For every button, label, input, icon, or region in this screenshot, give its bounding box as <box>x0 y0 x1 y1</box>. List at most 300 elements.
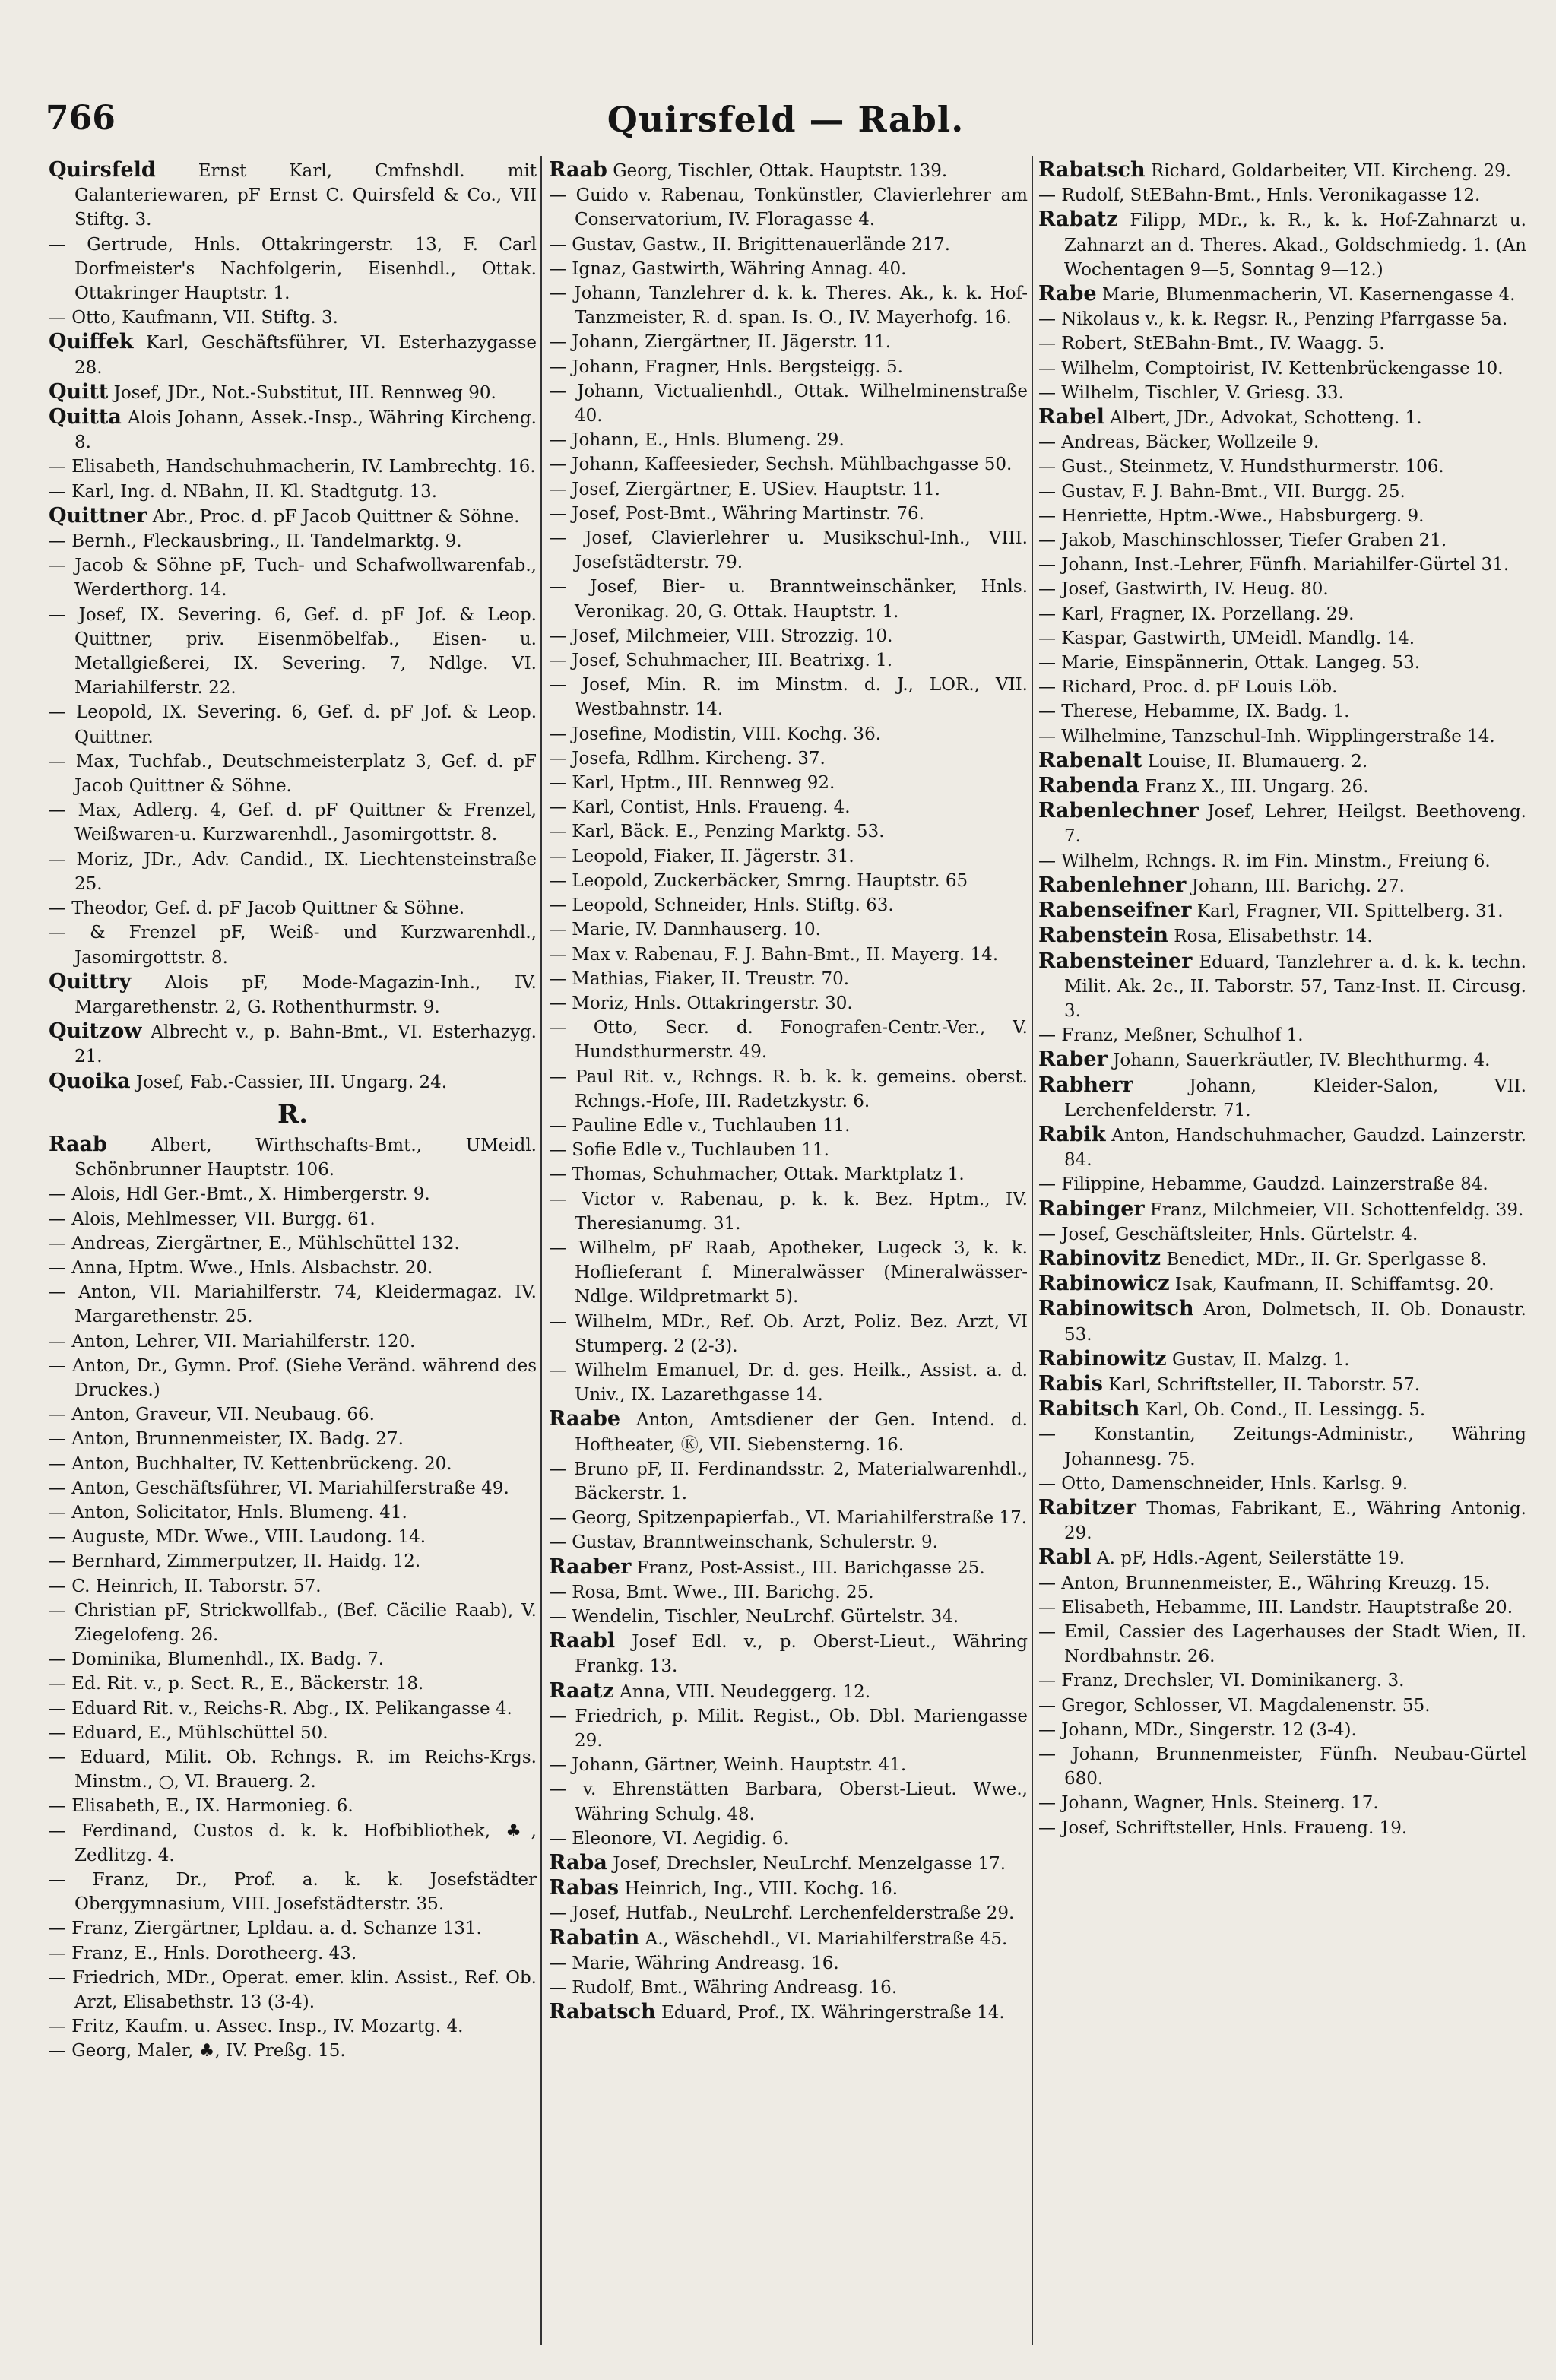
directory-entry <box>549 771 1028 795</box>
directory-entry <box>1038 1571 1526 1596</box>
entry-text: Josef Edl. v., p. Oberst-Lieut., Währing Frankg. 13. <box>575 1632 1028 1677</box>
directory-entry <box>1038 1047 1526 1073</box>
directory-entry <box>549 1187 1028 1236</box>
entry-headword: Rabatsch <box>1038 158 1146 182</box>
section-letter: R. <box>277 1098 309 1130</box>
entry-headword: Rabis <box>1038 1371 1103 1396</box>
directory-entry <box>549 526 1028 575</box>
directory-entry <box>549 1138 1028 1162</box>
directory-entry <box>1038 208 1526 282</box>
entry-text: — Gustav, Branntweinschank, Schulerstr. 9. <box>549 1532 938 1553</box>
directory-entry <box>1038 898 1526 924</box>
directory-entry <box>1038 553 1526 577</box>
entry-text: — Victor v. Rabenau, p. k. k. Bez. Hptm., IV. Theresianumg. 31. <box>549 1189 1028 1234</box>
entry-text: — Friedrich, p. Milit. Regist., Ob. Dbl. Mariengasse 29. <box>549 1706 1028 1751</box>
directory-entry <box>49 603 537 701</box>
entry-text: — Elisabeth, Hebamme, III. Landstr. Hauptstraße 20. <box>1038 1597 1513 1618</box>
entry-text: — Emil, Cassier des Lagerhauses der Stadt Wien, II. Nordbahnstr. 26. <box>1038 1621 1526 1667</box>
directory-entry <box>1038 651 1526 675</box>
directory-entry <box>49 896 537 921</box>
entry-text: — Josef, IX. Severing. 6, Gef. d. pF Jof. & Leop. Quittner, priv. Eisenmöbelfab., Eisen- u. Metallgießerei, IX. Severing. 7, Ndlge. VI. Mariahilferstr. 22. <box>49 604 537 699</box>
entry-text: — Gustav, Gastw., II. Brigittenauerlände 217. <box>549 234 951 255</box>
entry-text: Ernst Karl, Cmfnshdl. mit Galanteriewaren, pF Ernst C. Quirsfeld & Co., VII Stiftg. 3. <box>74 161 537 230</box>
entry-text: A., Wäschehdl., VI. Mariahilferstraße 45. <box>639 1928 1008 1949</box>
entry-headword: Rabatin <box>549 1925 640 1950</box>
entry-text: — Eduard Rit. v., Reichs-R. Abg., IX. Pelikangasse 4. <box>49 1698 512 1719</box>
entry-text: — Josef, Milchmeier, VIII. Strozzig. 10. <box>549 626 893 646</box>
entry-text: — Franz, Drechsler, VI. Dominikanerg. 3. <box>1038 1671 1405 1691</box>
directory-entry <box>549 379 1028 428</box>
entry-text: — Johann, Kaffeesieder, Sechsh. Mühlbachgasse 50. <box>549 455 1013 475</box>
directory-entry <box>49 1329 537 1354</box>
directory-entry <box>549 1629 1028 1678</box>
directory-entry <box>1038 504 1526 528</box>
entry-text: — Anton, Dr., Gymn. Prof. (Siehe Veränd. während des Druckes.) <box>49 1355 537 1400</box>
directory-entry <box>549 1827 1028 1851</box>
directory-entry <box>1038 1742 1526 1791</box>
entry-text: — Max v. Rabenau, F. J. Bahn-Bmt., II. Mayerg. 14. <box>549 944 999 965</box>
directory-entry <box>49 1549 537 1573</box>
directory-entry <box>49 480 537 504</box>
directory-entry <box>1038 158 1526 183</box>
entry-text: — Friedrich, MDr., Operat. emer. klin. Assist., Ref. Ob. Arzt, Elisabethstr. 13 (3-4). <box>49 1967 537 2013</box>
entry-text: — Josef, Schriftsteller, Hnls. Fraueng. 19. <box>1038 1817 1408 1838</box>
directory-entry <box>1038 1422 1526 1471</box>
entry-text: — Johann, Ziergärtner, II. Jägerstr. 11. <box>549 332 892 353</box>
entry-text: — Johann, MDr., Singerstr. 12 (3-4). <box>1038 1719 1357 1740</box>
directory-entry <box>1038 1372 1526 1397</box>
entry-text: — Christian pF, Strickwollfab., (Bef. Cäcilie Raab), V. Ziegelofeng. 26. <box>49 1600 537 1645</box>
directory-entry <box>49 1721 537 1745</box>
directory-entry <box>549 1876 1028 1901</box>
entry-text: — Max, Adlerg. 4, Gef. d. pF Quittner & Frenzel, Weißwaren-u. Kurzwarenhdl., Jasomirgottstr. 8. <box>49 800 537 845</box>
directory-entry <box>49 1070 537 1095</box>
directory-entry <box>49 158 537 233</box>
entry-headword: Quitzow <box>49 1019 142 1044</box>
entry-text: — Karl, Fragner, IX. Porzellang. 29. <box>1038 604 1355 624</box>
entry-text: — Josef, Min. R. im Minstm. d. J., LOR., VII. Westbahnstr. 14. <box>549 675 1028 720</box>
entry-text: Marie, Blumenmacherin, VI. Kasernengasse 4. <box>1096 285 1516 306</box>
directory-entry <box>49 700 537 749</box>
directory-entry <box>549 1310 1028 1358</box>
entry-text: — Robert, StEBahn-Bmt., IV. Waagg. 5. <box>1038 334 1385 354</box>
directory-entry <box>49 1819 537 1868</box>
directory-entry <box>1038 282 1526 307</box>
entry-headword: Quittner <box>49 503 147 528</box>
entry-text: — Andreas, Ziergärtner, E., Mühlschüttel 132. <box>49 1233 460 1253</box>
entry-text: — Johann, Inst.-Lehrer, Fünfh. Mariahilfer-Gürtel 31. <box>1038 555 1510 575</box>
entry-text: — Auguste, MDr. Wwe., VIII. Laudong. 14. <box>49 1527 426 1548</box>
entry-headword: Raber <box>1038 1047 1108 1072</box>
directory-entry <box>49 1354 537 1402</box>
directory-entry <box>549 575 1028 623</box>
entry-text: — Moriz, JDr., Adv. Candid., IX. Liechtensteinstraße 25. <box>49 849 537 894</box>
entry-text: — Gustav, F. J. Bahn-Bmt., VII. Burgg. 25. <box>1038 481 1405 502</box>
entry-text: — Sofie Edle v., Tuchlauben 11. <box>549 1140 829 1161</box>
directory-entry <box>49 1019 537 1069</box>
directory-entry <box>1038 331 1526 356</box>
entry-text: — Alois, Mehlmesser, VII. Burgg. 61. <box>49 1209 376 1229</box>
entry-text: — Josefine, Modistin, VIII. Kochg. 36. <box>549 724 882 744</box>
entry-text: Filipp, MDr., k. R., k. k. Hof-Zahnarzt u. Zahnarzt an d. Theres. Akad., Goldschmiedg. 1. (An Wochentagen 9—5, Sonntag 9—12.) <box>1064 211 1526 280</box>
entry-text: — Pauline Edle v., Tuchlauben 11. <box>549 1115 851 1136</box>
entry-text: — Franz, E., Hnls. Dorotheerg. 43. <box>49 1943 357 1963</box>
directory-entry <box>49 921 537 969</box>
directory-entry <box>1038 1596 1526 1620</box>
directory-entry <box>49 1256 537 1280</box>
directory-entry <box>549 1555 1028 1580</box>
entry-text: — Anton, Lehrer, VII. Mariahilferstr. 120. <box>49 1331 416 1352</box>
directory-entry <box>549 624 1028 648</box>
directory-entry <box>549 1605 1028 1629</box>
directory-entry <box>1038 1073 1526 1123</box>
entry-text: — Wilhelmine, Tanzschul-Inh. Wipplingerstraße 14. <box>1038 726 1495 746</box>
column-divider <box>1032 156 1033 2345</box>
directory-entry <box>1038 1669 1526 1693</box>
directory-entry <box>1038 405 1526 430</box>
entry-text: Gustav, II. Malzg. 1. <box>1166 1349 1350 1370</box>
entry-text: — Wilhelm, Comptoirist, IV. Kettenbrückengasse 10. <box>1038 358 1504 379</box>
entry-text: — Franz, Dr., Prof. a. k. k. Josefstädter Obergymnasium, VIII. Josefstädterstr. 35. <box>49 1870 537 1915</box>
directory-entry <box>1038 1347 1526 1372</box>
entry-text: Johann, Sauerkräutler, IV. Blechthurmg. 4. <box>1107 1051 1491 1071</box>
entry-text: Josef, JDr., Not.-Substitut, III. Rennweg 90. <box>108 382 496 403</box>
entry-text: — Bruno pF, II. Ferdinandsstr. 2, Materialwarenhdl., Bäckerstr. 1. <box>549 1459 1028 1504</box>
entry-text: — Anton, Graveur, VII. Neubaug. 66. <box>49 1405 375 1425</box>
directory-entry <box>49 233 537 306</box>
directory-entry <box>549 1114 1028 1138</box>
directory-entry <box>549 967 1028 991</box>
directory-entry <box>549 183 1028 232</box>
entry-headword: Rabik <box>1038 1122 1106 1146</box>
directory-entry <box>549 428 1028 452</box>
directory-entry <box>549 917 1028 942</box>
directory-entry <box>549 1580 1028 1605</box>
entry-text: — Nikolaus v., k. k. Regsr. R., Penzing Pfarrgasse 5a. <box>1038 309 1508 330</box>
entry-text: — Karl, Hptm., III. Rennweg 92. <box>549 773 835 794</box>
entry-text: — Josef, Ziergärtner, E. USiev. Hauptstr. 11. <box>549 479 940 499</box>
entry-text: — Wilhelm, Rchngs. R. im Fin. Minstm., Freiung 6. <box>1038 851 1491 871</box>
entry-text: Anton, Amtsdiener der Gen. Intend. d. Hoftheater, Ⓚ, VII. Siebensterng. 16. <box>575 1410 1028 1455</box>
entry-text: Alois Johann, Assek.-Insp., Währing Kircheng. 8. <box>74 408 537 453</box>
directory-entry <box>49 553 537 602</box>
entry-text: — & Frenzel pF, Weiß- und Kurzwarenhdl., Jasomirgottstr. 8. <box>49 923 537 968</box>
directory-entry <box>549 355 1028 379</box>
directory-entry <box>49 1697 537 1721</box>
entry-text: Johann, III. Barichg. 27. <box>1186 876 1405 896</box>
entry-headword: Raab <box>549 158 607 182</box>
entry-text: Albrecht v., p. Bahn-Bmt., VI. Esterhazyg. 21. <box>74 1022 537 1067</box>
entry-text: — Georg, Maler, ♣, IV. Preßg. 15. <box>49 2041 346 2062</box>
directory-entry <box>49 1427 537 1451</box>
entry-headword: Raatz <box>549 1678 614 1703</box>
entry-headword: Raab <box>49 1132 107 1156</box>
directory-entry <box>49 1916 537 1941</box>
entry-headword: Rabatsch <box>549 2000 656 2024</box>
directory-entry <box>549 1530 1028 1554</box>
directory-entry <box>49 2014 537 2039</box>
entry-headword: Rabensteiner <box>1038 949 1193 973</box>
entry-text: Anton, Handschuhmacher, Gaudzd. Lainzerstr. 84. <box>1064 1125 1526 1171</box>
entry-text: — Fritz, Kaufm. u. Assec. Insp., IV. Mozartg. 4. <box>49 2017 464 2037</box>
entry-text: — Wilhelm, pF Raab, Apotheker, Lugeck 3, k. k. Hoflieferant f. Mineralwässer (Mineralwässer-Ndlge. Wildpretmarkt 5). <box>549 1238 1028 1307</box>
entry-text: — Karl, Contist, Hnls. Fraueng. 4. <box>549 797 851 818</box>
entry-text: — Leopold, Fiaker, II. Jägerstr. 31. <box>549 846 854 867</box>
directory-entry <box>549 477 1028 502</box>
entry-text: — Mathias, Fiaker, II. Treustr. 70. <box>549 968 850 989</box>
entry-headword: Rabitzer <box>1038 1495 1136 1520</box>
directory-entry <box>1038 307 1526 331</box>
directory-entry <box>1038 849 1526 873</box>
directory-entry <box>549 722 1028 746</box>
directory-entry <box>549 1901 1028 1925</box>
directory-entry <box>549 673 1028 721</box>
entry-headword: Rabherr <box>1038 1073 1133 1097</box>
page-number: 766 <box>46 99 116 138</box>
directory-entry <box>49 2039 537 2063</box>
directory-entry <box>1038 357 1526 381</box>
entry-text: — Josef, Schuhmacher, III. Beatrixg. 1. <box>549 651 893 671</box>
entry-text: — Gust., Steinmetz, V. Hundsthurmerstr. 106. <box>1038 457 1444 477</box>
directory-entry <box>49 798 537 847</box>
entry-headword: Rabenstein <box>1038 924 1168 948</box>
entry-text: — Josef, Gastwirth, IV. Heug. 80. <box>1038 579 1329 600</box>
entry-text: — Karl, Ing. d. NBahn, II. Kl. Stadtgutg. 13. <box>49 481 438 502</box>
directory-entry <box>549 648 1028 673</box>
directory-entry <box>1038 949 1526 1024</box>
entry-headword: Quitt <box>49 379 109 404</box>
directory-entry <box>549 1236 1028 1310</box>
entry-text: — Paul Rit. v., Rchngs. R. b. k. k. gemeins. oberst. Rchngs.-Hofe, III. Radetzkystr. 6. <box>549 1066 1028 1111</box>
entry-text: Heinrich, Ing., VIII. Kochg. 16. <box>619 1879 898 1900</box>
entry-text: — Josef, Geschäftsleiter, Hnls. Gürtelstr. 4. <box>1038 1224 1418 1244</box>
directory-entry <box>549 1851 1028 1876</box>
entry-text: — Wendelin, Tischler, NeuLrchf. Gürtelstr. 34. <box>549 1606 959 1627</box>
directory-entry <box>549 746 1028 771</box>
entry-text: Karl, Geschäftsführer, VI. Esterhazygasse 28. <box>74 333 537 378</box>
directory-entry <box>549 1926 1028 1951</box>
directory-entry <box>49 455 537 479</box>
entry-headword: Rabe <box>1038 282 1097 306</box>
entry-text: Karl, Fragner, VII. Spittelberg. 31. <box>1191 902 1504 922</box>
entry-text: — Elisabeth, E., IX. Harmonieg. 6. <box>49 1796 353 1817</box>
directory-entry <box>1038 577 1526 601</box>
entry-text: — Marie, Einspännerin, Ottak. Langeg. 53. <box>1038 653 1421 673</box>
entry-text: Karl, Ob. Cond., II. Lessingg. 5. <box>1139 1400 1426 1421</box>
entry-text: — Wilhelm Emanuel, Dr. d. ges. Heilk., Assist. a. d. Univ., IX. Lazarethgasse 14. <box>549 1360 1028 1405</box>
entry-headword: Raabe <box>549 1407 621 1431</box>
entry-text: Eduard, Prof., IX. Währingerstraße 14. <box>655 2003 1005 2023</box>
directory-entry <box>1038 1172 1526 1196</box>
entry-text: Franz, Milchmeier, VII. Schottenfeldg. 39. <box>1144 1200 1524 1220</box>
entry-text: — Josef, Post-Bmt., Währing Martinstr. 76. <box>549 503 924 524</box>
entry-text: — Jakob, Maschinschlosser, Tiefer Graben 21. <box>1038 531 1447 551</box>
directory-entry <box>49 1966 537 2014</box>
directory-entry <box>1038 1694 1526 1718</box>
entry-text: Franz X., III. Ungarg. 26. <box>1139 777 1369 797</box>
entry-text: — Johann, Brunnenmeister, Fünfh. Neubau-Gürtel 680. <box>1038 1745 1526 1789</box>
entry-text: — Bernhard, Zimmerputzer, II. Haidg. 12. <box>49 1551 421 1572</box>
directory-entry <box>49 1672 537 1696</box>
directory-entry <box>549 233 1028 257</box>
page-title: Quirsfeld — Rabl. <box>607 99 965 140</box>
directory-entry <box>1038 602 1526 626</box>
directory-entry <box>549 819 1028 844</box>
entry-text: Karl, Schriftsteller, II. Taborstr. 57. <box>1102 1374 1421 1395</box>
entry-text: — Georg, Spitzenpapierfab., VI. Mariahilferstraße 17. <box>549 1508 1028 1529</box>
directory-entry <box>549 1679 1028 1704</box>
directory-entry <box>549 158 1028 183</box>
entry-text: — Franz, Ziergärtner, Lpldau. a. d. Schanze 131. <box>49 1919 482 1939</box>
directory-entry <box>49 1501 537 1525</box>
entry-text: Rosa, Elisabethstr. 14. <box>1168 927 1373 947</box>
entry-text: — Marie, IV. Dannhauserg. 10. <box>549 920 821 940</box>
entry-text: — Moriz, Hnls. Ottakringerstr. 30. <box>549 993 853 1013</box>
directory-entry <box>1038 1472 1526 1496</box>
entry-headword: Quittry <box>49 969 132 994</box>
directory-entry <box>1038 480 1526 504</box>
entry-text: — Otto, Damenschneider, Hnls. Karlsg. 9. <box>1038 1473 1409 1494</box>
directory-entry <box>49 1745 537 1794</box>
directory-entry <box>49 1476 537 1501</box>
directory-entry <box>549 1704 1028 1753</box>
entry-headword: Rabitsch <box>1038 1397 1140 1421</box>
entry-text: — Andreas, Bäcker, Wollzeile 9. <box>1038 433 1320 453</box>
entry-text: — Ferdinand, Custos d. k. k. Hofbibliothek, ♣, Zedlitzg. 4. <box>49 1821 537 1865</box>
entry-headword: Rabinowicz <box>1038 1272 1170 1296</box>
entry-headword: Rabinovitz <box>1038 1246 1161 1270</box>
directory-entry <box>1038 799 1526 848</box>
directory-entry <box>1038 528 1526 553</box>
directory-entry <box>1038 1816 1526 1840</box>
entry-text: Josef, Lehrer, Heilgst. Beethoveng. 7. <box>1064 802 1526 847</box>
entry-text: — Anton, Geschäftsführer, VI. Mariahilferstraße 49. <box>49 1478 509 1498</box>
directory-entry <box>549 257 1028 281</box>
entry-text: Johann, Kleider-Salon, VII. Lerchenfelderstr. 71. <box>1064 1076 1526 1120</box>
directory-entry <box>49 1133 537 1182</box>
entry-text: — Rosa, Bmt. Wwe., III. Barichg. 25. <box>549 1582 874 1602</box>
entry-text: — Ignaz, Gastwirth, Währing Annag. 40. <box>549 258 907 279</box>
entry-text: — Guido v. Rabenau, Tonkünstler, Clavierlehrer am Conservatorium, IV. Floragasse 4. <box>549 185 1028 230</box>
directory-entry <box>49 330 537 379</box>
page-header <box>46 99 1526 144</box>
entry-headword: Rabas <box>549 1876 620 1900</box>
entry-headword: Raaber <box>549 1554 632 1579</box>
directory-entry <box>1038 774 1526 799</box>
directory-entry <box>1038 381 1526 405</box>
directory-entry <box>1038 1791 1526 1815</box>
entry-text: Benedict, MDr., II. Gr. Sperlgasse 8. <box>1161 1249 1488 1269</box>
entry-text: Aron, Dolmetsch, II. Ob. Donaustr. 53. <box>1064 1300 1526 1345</box>
directory-entry <box>49 405 537 455</box>
entry-text: — Filippine, Hebamme, Gaudzd. Lainzerstraße 84. <box>1038 1174 1488 1195</box>
directory-entry <box>49 848 537 896</box>
entry-text: — Franz, Meßner, Schulhof 1. <box>1038 1025 1304 1046</box>
directory-entry <box>1038 1397 1526 1422</box>
directory-entry <box>1038 749 1526 774</box>
entry-text: — v. Ehrenstätten Barbara, Oberst-Lieut. Wwe., Währing Schulg. 48. <box>549 1779 1028 1824</box>
entry-text: Albert, Wirthschafts-Bmt., UMeidl. Schönbrunner Hauptstr. 106. <box>74 1135 537 1180</box>
directory-entry <box>49 1599 537 1647</box>
directory-entry <box>49 1402 537 1427</box>
directory-entry <box>1038 675 1526 699</box>
directory-entry <box>549 1016 1028 1064</box>
directory-entry <box>49 1182 537 1206</box>
entry-headword: Rabinowitsch <box>1038 1297 1194 1321</box>
entry-text: Alois pF, Mode-Magazin-Inh., IV. Margarethenstr. 2, G. Rothenthurmstr. 9. <box>74 972 537 1017</box>
directory-entry <box>549 1065 1028 1114</box>
entry-headword: Raabl <box>549 1629 616 1653</box>
directory-entry <box>49 1525 537 1549</box>
directory-entry <box>1038 455 1526 479</box>
entry-text: — Wilhelm, MDr., Ref. Ob. Arzt, Poliz. Bez. Arzt, VI Stumperg. 2 (2-3). <box>549 1311 1028 1356</box>
entry-text: — Thomas, Schuhmacher, Ottak. Marktplatz 1. <box>549 1165 965 1185</box>
directory-entry <box>549 502 1028 526</box>
entry-text: — Anton, Brunnenmeister, E., Währing Kreuzg. 15. <box>1038 1573 1491 1593</box>
entry-text: — Jacob & Söhne pF, Tuch- und Schafwollwarenfab., Werderthorg. 14. <box>49 556 537 601</box>
directory-entry <box>549 1162 1028 1187</box>
entry-text: Anna, VIII. Neudeggerg. 12. <box>613 1681 871 1702</box>
directory-entry <box>49 1868 537 1916</box>
directory-entry <box>549 2000 1028 2025</box>
entry-text: — Eduard, E., Mühlschüttel 50. <box>49 1722 328 1743</box>
entry-text: — Rudolf, Bmt., Währing Andreasg. 16. <box>549 1978 898 1998</box>
entry-text: — Johann, Tanzlehrer d. k. k. Theres. Ak., k. k. Hof-Tanzmeister, R. d. span. Is. O., IV. Mayerhofg. 16. <box>549 284 1028 328</box>
directory-entry <box>1038 1718 1526 1742</box>
entry-text: — Richard, Proc. d. pF Louis Löb. <box>1038 677 1338 698</box>
directory-column-2 <box>549 158 1028 2363</box>
directory-entry <box>49 1207 537 1231</box>
entry-text: — Rudolf, StEBahn-Bmt., Hnls. Veronikagasse 12. <box>1038 185 1481 206</box>
entry-text: — Konstantin, Zeitungs-Administr., Währing Johannesg. 75. <box>1038 1425 1526 1469</box>
entry-text: Josef, Fab.-Cassier, III. Ungarg. 24. <box>130 1072 448 1092</box>
directory-entry <box>49 970 537 1019</box>
entry-text: Georg, Tischler, Ottak. Hauptstr. 139. <box>607 161 948 181</box>
directory-entry <box>1038 430 1526 455</box>
entry-text: — Elisabeth, Handschuhmacherin, IV. Lambrechtg. 16. <box>49 457 536 477</box>
entry-text: — C. Heinrich, II. Taborstr. 57. <box>49 1576 322 1596</box>
entry-text: — Johann, Fragner, Hnls. Bergsteigg. 5. <box>549 357 903 377</box>
directory-entry <box>49 1280 537 1329</box>
entry-text: — Eleonore, VI. Aegidig. 6. <box>549 1828 789 1849</box>
entry-text: — Anna, Hptm. Wwe., Hnls. Alsbachstr. 20. <box>49 1257 433 1278</box>
entry-text: — Theodor, Gef. d. pF Jacob Quittner & Söhne. <box>49 898 465 919</box>
entry-text: — Otto, Secr. d. Fonografen-Centr.-Ver., V. Hundsthurmerstr. 49. <box>549 1018 1028 1063</box>
entry-headword: Quitta <box>49 405 122 429</box>
directory-entry <box>1038 1222 1526 1247</box>
entry-headword: Rabenseifner <box>1038 898 1192 923</box>
entry-headword: Rabel <box>1038 405 1104 429</box>
directory-entry <box>1038 1620 1526 1669</box>
directory-entry <box>1038 1247 1526 1272</box>
entry-headword: Quoika <box>49 1069 131 1093</box>
directory-entry <box>1038 1272 1526 1297</box>
directory-entry <box>549 1407 1028 1456</box>
directory-entry <box>549 795 1028 819</box>
entry-text: — Karl, Bäck. E., Penzing Marktg. 53. <box>549 822 885 842</box>
entry-text: — Dominika, Blumenhdl., IX. Badg. 7. <box>49 1650 385 1670</box>
directory-entry <box>1038 724 1526 749</box>
directory-entry <box>1038 183 1526 208</box>
entry-text: — Josef, Clavierlehrer u. Musikschul-Inh., VIII. Josefstädterstr. 79. <box>549 528 1028 573</box>
directory-entry <box>549 869 1028 893</box>
entry-text: — Therese, Hebamme, IX. Badg. 1. <box>1038 702 1350 722</box>
entry-text: Isak, Kaufmann, II. Schiffamtsg. 20. <box>1169 1275 1494 1295</box>
directory-entry <box>49 1574 537 1599</box>
entry-text: Josef, Drechsler, NeuLrchf. Menzelgasse 17. <box>607 1854 1006 1875</box>
entry-text: — Kaspar, Gastwirth, UMeidl. Mandlg. 14. <box>1038 628 1415 648</box>
directory-entry <box>1038 699 1526 724</box>
